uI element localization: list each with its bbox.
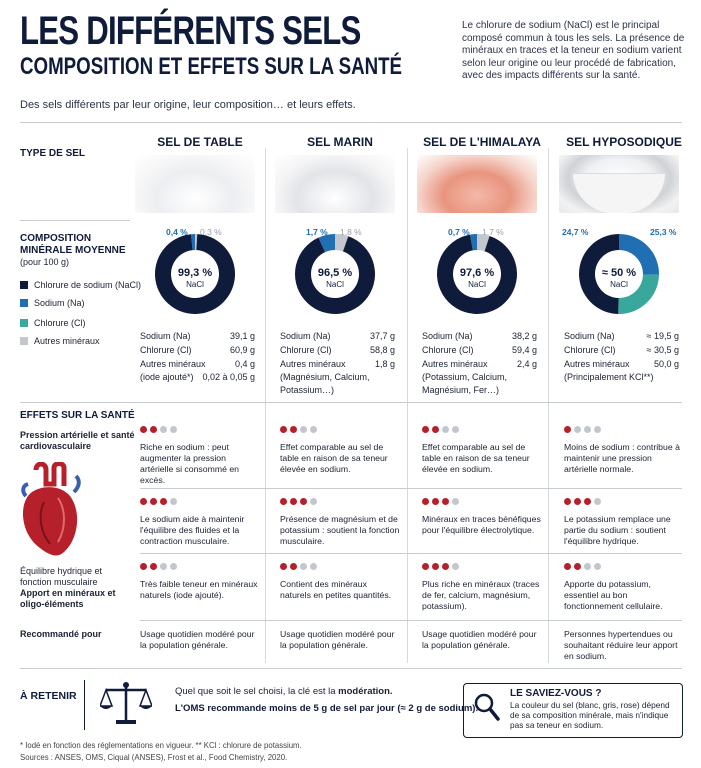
composition-value: 2,4 g xyxy=(516,359,537,369)
salt-name: SEL MARIN xyxy=(307,135,373,149)
did-you-know-box xyxy=(463,683,683,738)
effect-text: Présence de magnésium et de potassium : soutient la fonction musculaire. xyxy=(280,514,400,546)
rating-dot xyxy=(290,498,297,505)
rating-dot xyxy=(300,426,307,433)
rating-dots xyxy=(422,563,459,570)
composition-row xyxy=(422,358,537,371)
legend-item xyxy=(20,318,86,328)
legend-label: Chlorure (Cl) xyxy=(34,318,86,328)
rating-dot xyxy=(452,426,459,433)
rating-dot xyxy=(300,498,307,505)
rating-dot xyxy=(584,426,591,433)
composition-donut xyxy=(135,224,255,324)
percent-label: 1,7 % xyxy=(306,227,328,237)
composition-value: 58,8 g xyxy=(369,345,395,355)
effect-text: Le sodium aide à maintenir l'équilibre des fluides et la contraction musculaire. xyxy=(140,514,245,546)
retenir-divider xyxy=(84,680,85,730)
legend-label: Sodium (Na) xyxy=(34,298,85,308)
composition-value: ≈ 19,5 g xyxy=(646,331,679,341)
rating-dot xyxy=(150,426,157,433)
footnote: * Iodé en fonction des réglementations en vigueur. ** KCl : chlorure de potassium. xyxy=(20,741,302,750)
legend-label: Autres minéraux xyxy=(34,336,100,346)
percent-label: 24,7 % xyxy=(562,227,589,237)
salt-photo xyxy=(135,155,255,213)
effect-text: Le potassium remplace une partie du sodium : soutient l'équilibre hydrique. xyxy=(564,514,671,546)
percent-label: 25,3 % xyxy=(650,227,677,237)
donut-center-value: 97,6 % xyxy=(459,267,495,279)
rating-dot xyxy=(140,498,147,505)
donut-center-label: NaCl xyxy=(326,280,344,289)
composition-label: Autres minéraux xyxy=(564,359,630,369)
effect-label-recommended: Recommandé pour xyxy=(20,629,102,639)
composition-value: 0,02 à 0,05 g xyxy=(202,372,255,382)
rating-dot xyxy=(140,563,147,570)
legend-swatch xyxy=(20,299,28,307)
salt-name: SEL HYPOSODIQUE xyxy=(566,135,682,149)
rating-dots xyxy=(280,498,317,505)
sources: Sources : ANSES, OMS, Ciqual (ANSES), Frost et al., Food Chemistry, 2020. xyxy=(20,753,288,762)
legend-swatch xyxy=(20,337,28,345)
scale-icon xyxy=(100,680,152,726)
donut-center-label: NaCl xyxy=(186,280,204,289)
divider xyxy=(20,220,130,221)
effect-text: Apporte du potassium, essentiel au bon fonctionnement cellulaire. xyxy=(564,579,663,611)
rating-dot xyxy=(310,563,317,570)
percent-label: 0,3 % xyxy=(200,227,222,237)
divider xyxy=(20,122,682,123)
rating-dot xyxy=(564,426,571,433)
row-label-type: TYPE DE SEL xyxy=(20,148,86,159)
composition-donut xyxy=(275,224,395,324)
composition-value: 50,0 g xyxy=(653,359,679,369)
rating-dots xyxy=(280,563,317,570)
rating-dot xyxy=(442,563,449,570)
legend-item xyxy=(20,298,85,308)
intro-text: Le chlorure de sodium (NaCl) est le principal composé commun à tous les sels. La présence de minéraux en traces et la teneur en sodium varient selon leur origine ou leur procédé de fabrication, avec des impacts différents sur la santé. xyxy=(462,20,685,81)
divider xyxy=(20,668,682,669)
rating-dot xyxy=(594,498,601,505)
composition-value: 60,9 g xyxy=(229,345,255,355)
composition-row xyxy=(140,330,255,343)
rating-dot xyxy=(422,498,429,505)
composition-donut xyxy=(559,224,679,324)
composition-value: 1,8 g xyxy=(374,359,395,369)
composition-row xyxy=(564,344,679,357)
composition-table xyxy=(422,330,537,397)
rating-dot xyxy=(422,563,429,570)
salt-bowl xyxy=(573,173,665,213)
composition-value: 59,4 g xyxy=(511,345,537,355)
percent-label: 0,4 % xyxy=(166,227,188,237)
composition-label: Autres minéraux xyxy=(422,359,488,369)
legend-swatch xyxy=(20,281,28,289)
rating-dot xyxy=(452,498,459,505)
effect-text: Contient des minéraux naturels en petites quantités. xyxy=(280,579,392,600)
composition-label: Chlorure (Cl) xyxy=(564,345,616,355)
rating-dot xyxy=(422,426,429,433)
retenir-line1: Quel que soit le sel choisi, la clé est la modération. xyxy=(175,686,393,697)
percent-label: 1,7 % xyxy=(482,227,504,237)
composition-row xyxy=(140,371,255,384)
rating-dot xyxy=(452,563,459,570)
effect-label-hydric: Équilibre hydrique et fonction musculaire xyxy=(20,566,103,587)
column-divider xyxy=(265,148,266,663)
rating-dot xyxy=(584,498,591,505)
donut-center-label: NaCl xyxy=(610,280,628,289)
rating-dot xyxy=(290,426,297,433)
composition-row xyxy=(140,344,255,357)
rating-dot xyxy=(290,563,297,570)
composition-label: Chlorure (Cl) xyxy=(280,345,332,355)
divider xyxy=(140,553,682,554)
retenir-line2: L'OMS recommande moins de 5 g de sel par jour (≈ 2 g de sodium). xyxy=(175,703,479,714)
composition-label: Autres minéraux xyxy=(140,359,206,369)
rating-dot xyxy=(442,498,449,505)
salt-name: SEL DE TABLE xyxy=(157,135,243,149)
page-subtitle: COMPOSITION ET EFFETS SUR LA SANTÉ xyxy=(20,53,403,80)
effect-text: Minéraux en traces bénéfiques pour l'équilibre électrolytique. xyxy=(422,514,541,535)
did-you-know-title: LE SAVIEZ-VOUS ? xyxy=(510,688,602,699)
rating-dot xyxy=(170,563,177,570)
row-label-effects: EFFETS SUR LA SANTÉ xyxy=(20,410,135,421)
composition-value: 39,1 g xyxy=(229,331,255,341)
rating-dot xyxy=(594,426,601,433)
tagline: Des sels différents par leur origine, leur composition… et leurs effets. xyxy=(20,99,356,111)
rating-dot xyxy=(574,563,581,570)
composition-label: Chlorure (Cl) xyxy=(422,345,474,355)
composition-label: (Potassium, Calcium, Magnésium, Fer…) xyxy=(422,372,508,395)
composition-row xyxy=(422,344,537,357)
percent-label: 0,7 % xyxy=(448,227,470,237)
effect-text: Riche en sodium : peut augmenter la pression artérielle si consommé en excès. xyxy=(140,442,239,485)
composition-label: Autres minéraux xyxy=(280,359,346,369)
divider xyxy=(140,620,682,621)
rating-dot xyxy=(310,498,317,505)
rating-dot xyxy=(564,498,571,505)
magnifier-icon xyxy=(474,693,500,721)
composition-value: 38,2 g xyxy=(511,331,537,341)
donut-center-value: 99,3 % xyxy=(177,267,213,279)
rating-dot xyxy=(160,563,167,570)
rating-dot xyxy=(280,563,287,570)
rating-dot xyxy=(170,426,177,433)
composition-label: Sodium (Na) xyxy=(280,331,331,341)
row-label-composition: COMPOSITION MINÉRALE MOYENNE xyxy=(20,233,126,256)
recommended-text: Usage quotidien modéré pour la population générale. xyxy=(140,629,255,650)
rating-dots xyxy=(564,426,601,433)
donut-center-value: 96,5 % xyxy=(317,267,353,279)
composition-label: Sodium (Na) xyxy=(564,331,615,341)
composition-row xyxy=(280,330,395,343)
rating-dots xyxy=(564,498,601,505)
effect-text: Très faible teneur en minéraux naturels (iode ajouté). xyxy=(140,579,258,600)
rating-dot xyxy=(170,498,177,505)
composition-row xyxy=(280,371,395,397)
rating-dot xyxy=(280,426,287,433)
rating-dot xyxy=(432,498,439,505)
divider xyxy=(20,402,682,403)
composition-row xyxy=(564,371,679,384)
composition-row xyxy=(422,371,537,397)
effect-text: Effet comparable au sel de table en raison de sa teneur élevée en sodium. xyxy=(422,442,530,474)
composition-unit: (pour 100 g) xyxy=(20,257,70,267)
rating-dot xyxy=(574,498,581,505)
column-divider xyxy=(548,148,549,663)
rating-dot xyxy=(564,563,571,570)
composition-label: (Principalement KCl**) xyxy=(564,372,654,382)
rating-dot xyxy=(594,563,601,570)
salt-photo xyxy=(559,155,679,213)
rating-dot xyxy=(310,426,317,433)
heart-icon xyxy=(18,462,84,562)
effect-text: Effet comparable au sel de table en raison de sa teneur élevée en sodium. xyxy=(280,442,388,474)
rating-dot xyxy=(280,498,287,505)
salt-photo xyxy=(417,155,537,213)
composition-label: Chlorure (Cl) xyxy=(140,345,192,355)
rating-dot xyxy=(300,563,307,570)
rating-dots xyxy=(140,498,177,505)
composition-label: (iode ajouté*) xyxy=(140,372,194,382)
rating-dots xyxy=(564,563,601,570)
effect-label-pressure: Pression artérielle et santé cardiovasculaire xyxy=(20,430,135,451)
composition-value: 37,7 g xyxy=(369,331,395,341)
rating-dot xyxy=(160,426,167,433)
salt-name: SEL DE L'HIMALAYA xyxy=(423,135,541,149)
rating-dot xyxy=(432,426,439,433)
divider xyxy=(140,488,682,489)
legend-swatch xyxy=(20,319,28,327)
rating-dot xyxy=(140,426,147,433)
composition-value: 0,4 g xyxy=(234,359,255,369)
composition-label: (Magnésium, Calcium, Potassium…) xyxy=(280,372,370,395)
effect-text: Plus riche en minéraux (traces de fer, calcium, magnésium, potassium). xyxy=(422,579,540,611)
recommended-text: Usage quotidien modéré pour la population générale. xyxy=(422,629,537,650)
composition-row xyxy=(140,358,255,371)
rating-dot xyxy=(574,426,581,433)
donut-center-value: ≈ 50 % xyxy=(601,267,637,279)
percent-label: 1,8 % xyxy=(340,227,362,237)
recommended-text: Personnes hypertendues ou souhaitant réduire leur apport en sodium. xyxy=(564,629,678,661)
effect-label-minerals: Apport en minéraux et oligo-éléments xyxy=(20,588,116,609)
legend-item xyxy=(20,336,100,346)
legend-item xyxy=(20,280,141,290)
rating-dots xyxy=(140,563,177,570)
composition-table xyxy=(140,330,255,384)
composition-row xyxy=(422,330,537,343)
donut-center-label: NaCl xyxy=(468,280,486,289)
recommended-text: Usage quotidien modéré pour la population générale. xyxy=(280,629,395,650)
composition-value: ≈ 30,5 g xyxy=(646,345,679,355)
legend-label: Chlorure de sodium (NaCl) xyxy=(34,280,142,290)
composition-donut xyxy=(417,224,537,324)
composition-row xyxy=(564,358,679,371)
composition-table xyxy=(280,330,395,397)
rating-dot xyxy=(150,498,157,505)
rating-dots xyxy=(422,426,459,433)
rating-dot xyxy=(150,563,157,570)
did-you-know-text: La couleur du sel (blanc, gris, rose) dépend de sa composition minérale, mais n'indique pas sa teneur en sodium. xyxy=(510,700,670,730)
rating-dot xyxy=(432,563,439,570)
page-title: LES DIFFÉRENTS SELS xyxy=(20,9,361,53)
composition-label: Sodium (Na) xyxy=(422,331,473,341)
retenir-title: À RETENIR xyxy=(20,690,77,702)
rating-dot xyxy=(160,498,167,505)
composition-table xyxy=(564,330,679,384)
effect-text: Moins de sodium : contribue à maintenir une pression artérielle normale. xyxy=(564,442,680,474)
composition-row xyxy=(564,330,679,343)
rating-dots xyxy=(422,498,459,505)
rating-dots xyxy=(280,426,317,433)
composition-row xyxy=(280,358,395,371)
rating-dot xyxy=(442,426,449,433)
composition-label: Sodium (Na) xyxy=(140,331,191,341)
rating-dots xyxy=(140,426,177,433)
rating-dot xyxy=(584,563,591,570)
composition-row xyxy=(280,344,395,357)
column-divider xyxy=(407,148,408,663)
salt-photo xyxy=(275,155,395,213)
